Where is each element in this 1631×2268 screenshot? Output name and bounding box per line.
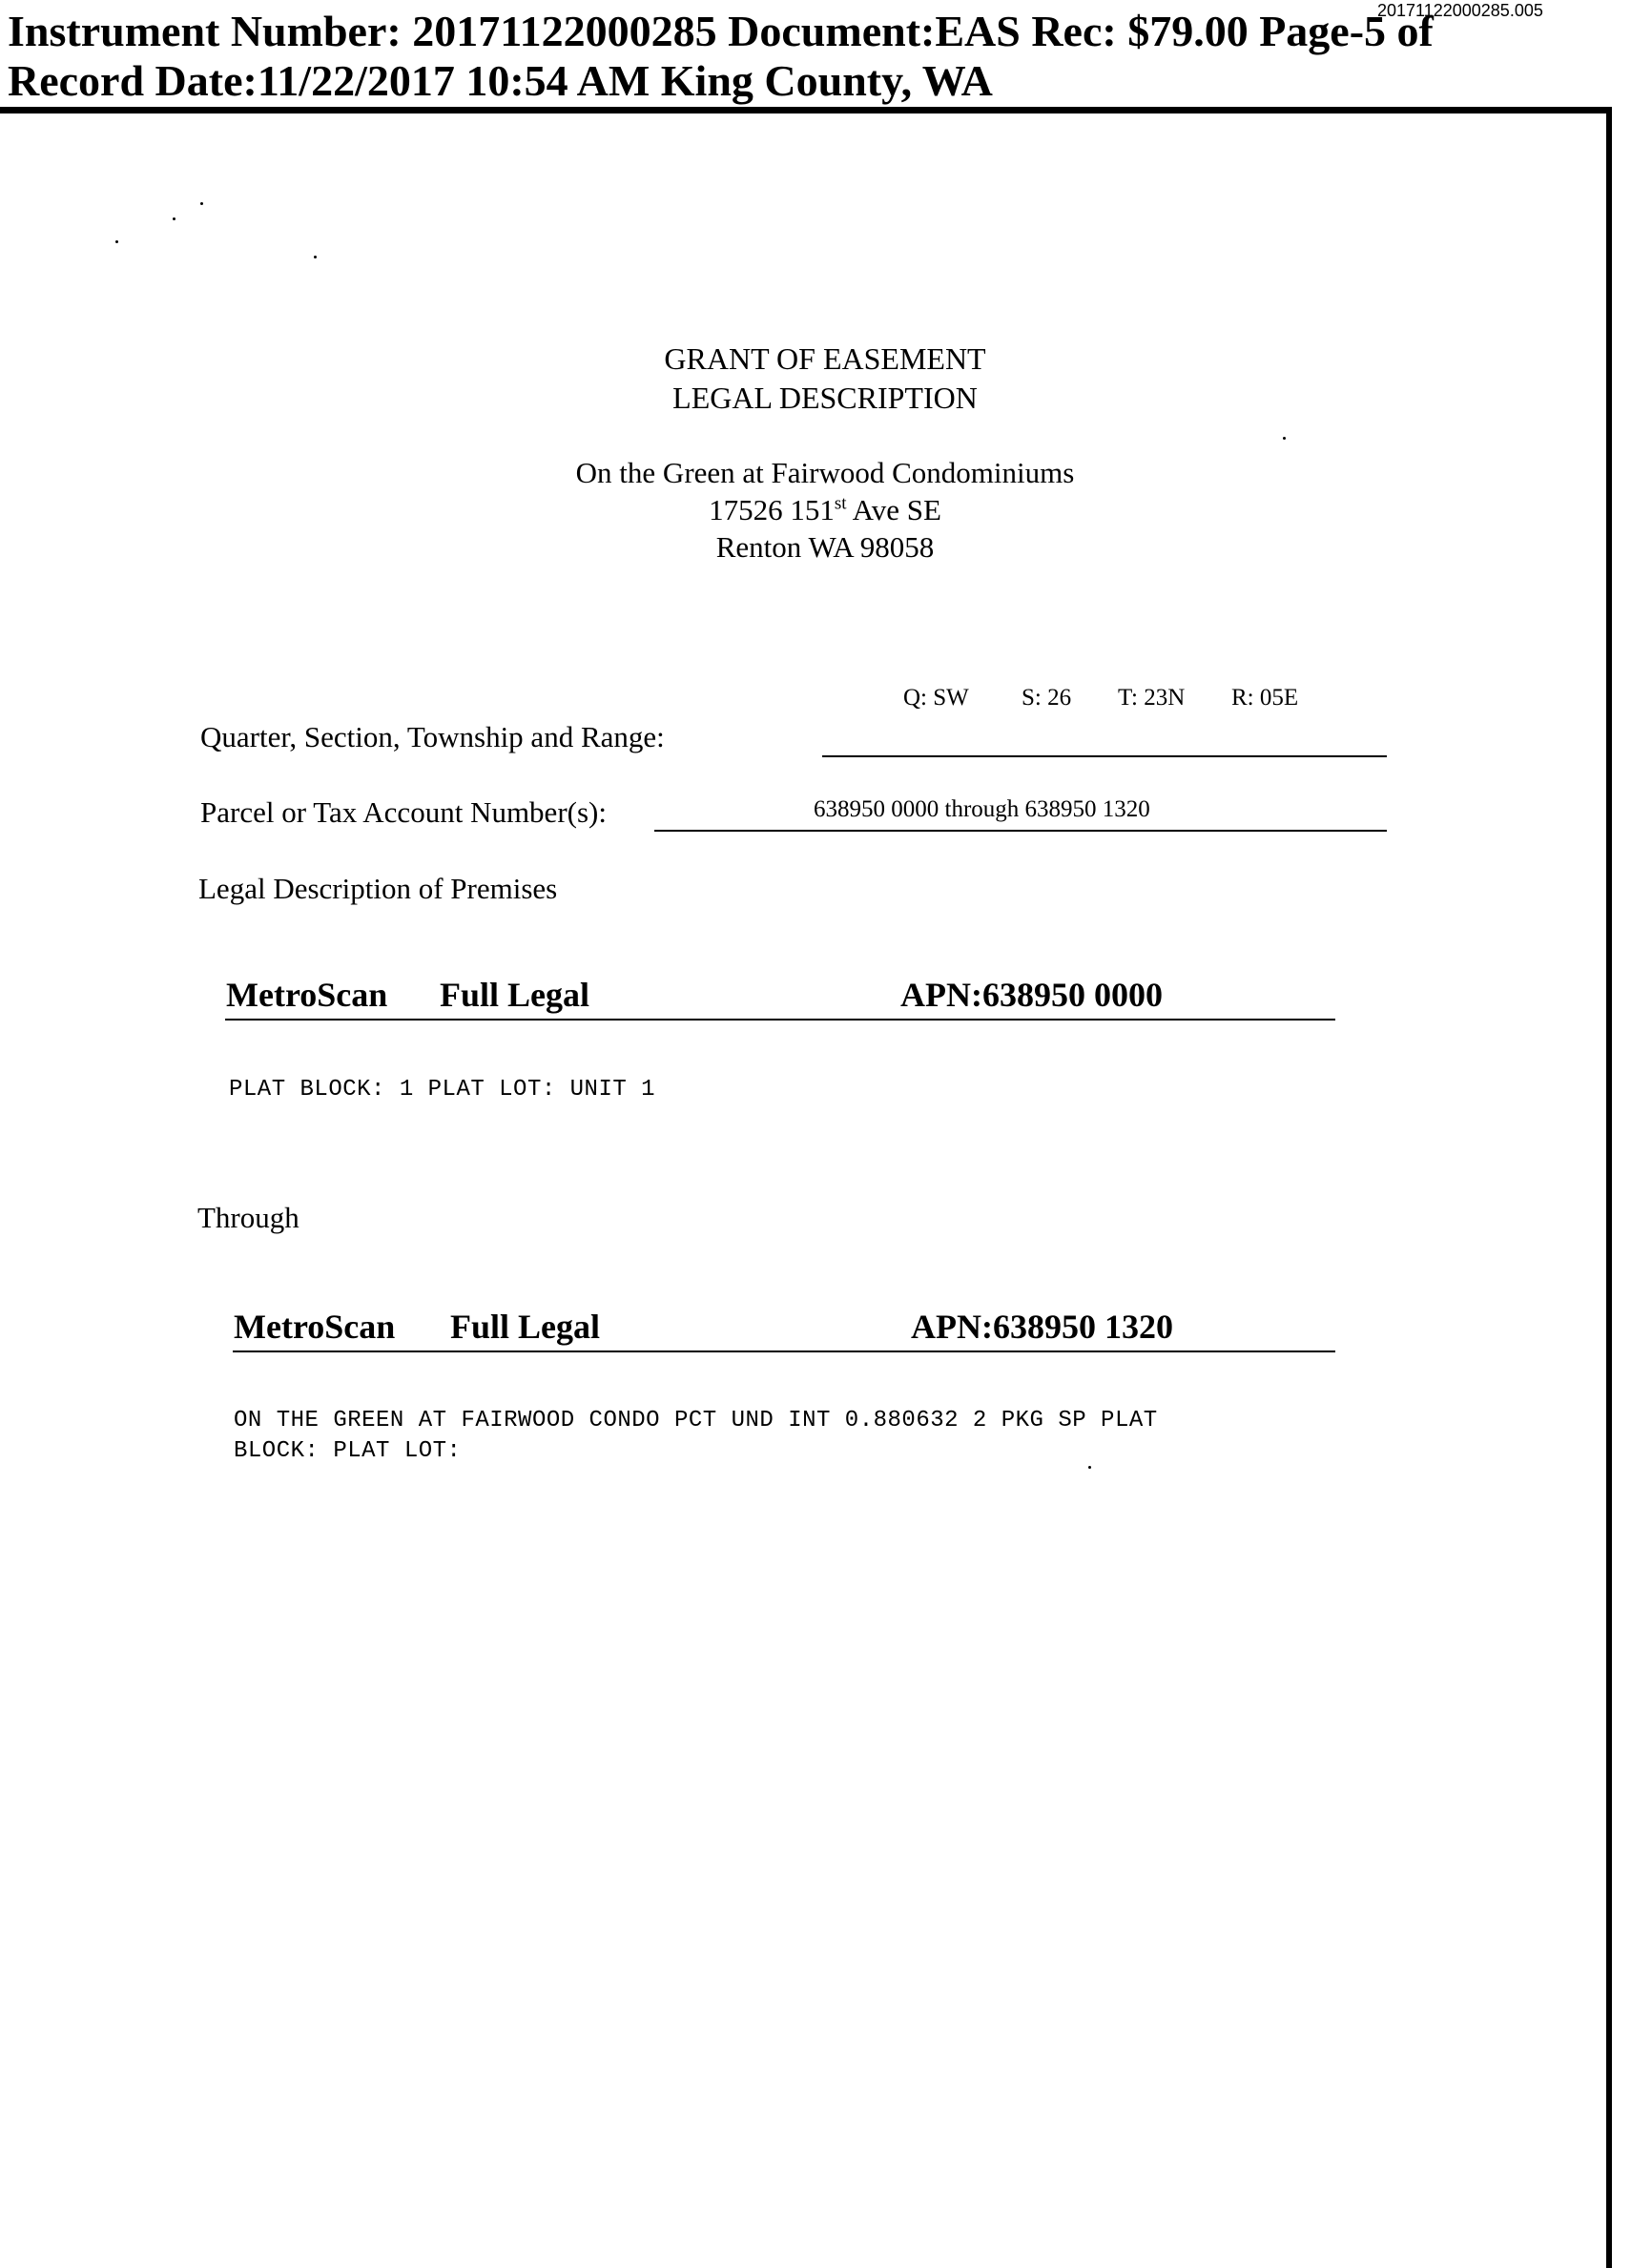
stamp-corner-id: 20171122000285.005 xyxy=(1377,1,1543,20)
parcel-underline xyxy=(654,830,1387,832)
scan-speck xyxy=(173,217,175,220)
document-subtitle: LEGAL DESCRIPTION xyxy=(672,381,978,415)
legal-first-apn: APN:638950 0000 xyxy=(900,976,1163,1014)
legal-first-text: PLAT BLOCK: 1 PLAT LOT: UNIT 1 xyxy=(229,1077,656,1103)
range-value: R: 05E xyxy=(1231,685,1299,711)
legal-first-underline xyxy=(225,1019,1335,1021)
stamp-record-date-line: Record Date:11/22/2017 10:54 AM King County, WA xyxy=(8,56,993,105)
legal-last-type: Full Legal xyxy=(450,1308,601,1346)
legal-last-source: MetroScan xyxy=(234,1308,396,1346)
document-title: GRANT OF EASEMENT xyxy=(664,341,986,376)
parcel-value: 638950 0000 through 638950 1320 xyxy=(814,796,1150,822)
legal-first-source: MetroScan xyxy=(226,976,388,1014)
property-city: Renton WA 98058 xyxy=(715,530,935,564)
property-address xyxy=(0,493,1631,527)
legal-last-apn: APN:638950 1320 xyxy=(911,1308,1173,1346)
property-name: On the Green at Fairwood Condominiums xyxy=(575,456,1075,489)
legal-premises-label: Legal Description of Premises xyxy=(198,872,558,905)
legal-last-text-line1: ON THE GREEN AT FAIRWOOD CONDO PCT UND INT 0.880632 2 PKG SP PLAT xyxy=(234,1408,1158,1433)
scan-speck xyxy=(1283,437,1286,440)
through-label: Through xyxy=(197,1201,299,1234)
parcel-label: Parcel or Tax Account Number(s): xyxy=(200,795,607,829)
scan-speck xyxy=(115,240,118,243)
quarter-value: Q: SW xyxy=(903,685,969,711)
address-number: 17526 151 xyxy=(709,493,835,526)
qstr-label: Quarter, Section, Township and Range: xyxy=(200,720,665,753)
scan-speck xyxy=(1088,1466,1091,1469)
stamp-instrument-line: Instrument Number: 20171122000285 Document:EAS Rec: $79.00 Page-5 of xyxy=(8,7,1434,55)
legal-last-underline xyxy=(233,1350,1335,1352)
page-frame xyxy=(0,107,1612,2268)
scan-speck xyxy=(314,256,317,258)
address-street: Ave SE xyxy=(846,493,941,526)
address-suffix: st xyxy=(834,493,847,514)
scan-speck xyxy=(200,202,203,205)
qstr-underline xyxy=(822,755,1387,757)
legal-last-text-line2: BLOCK: PLAT LOT: xyxy=(234,1438,462,1464)
section-value: S: 26 xyxy=(1022,685,1072,711)
legal-first-type: Full Legal xyxy=(440,976,590,1014)
township-value: T: 23N xyxy=(1118,685,1186,711)
